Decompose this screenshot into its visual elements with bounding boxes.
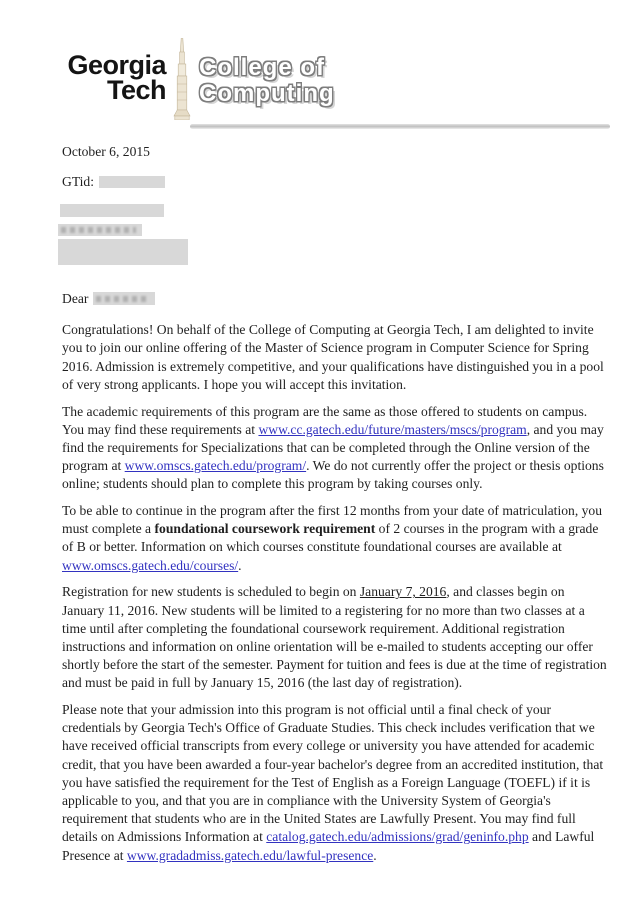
letterhead-divider [190, 124, 610, 129]
paragraph-foundational-coursework-text: of 2 courses in the program with a grade of B or better. Information on which courses constitute foundational courses are available at [62, 521, 599, 555]
link-omscs-program[interactable]: www.omscs.gatech.edu/program/ [124, 458, 307, 474]
paragraph-congratulations-text: Congratulations! On behalf of the College of Computing at Georgia Tech, I am delighted to invite you to join our online offering of the Master of Science program in Computer Science for Spring 2016. Admission is extremely competitive, and your qualifications have distinguished you in a pool of very strong applicants. I hope you will accept this invitation. [62, 322, 604, 392]
college-line-2: Computing [199, 80, 335, 107]
college-of-computing-text [199, 55, 335, 107]
paragraph-congratulations [62, 321, 609, 394]
salutation-name-redaction [93, 292, 155, 305]
paragraph-registration-text: , and classes begin on January 11, 2016. New students will be limited to a registering for no more than two classes at a time until after completing the foundational coursework requirement. Additional registration instructions and information on online orientation will be e-mailed to students accepting our offer shortly before the start of the semester. Payment for tuition and fees is due at the time of registration and must be paid in full by January 15, 2016 (the last day of registration). [62, 584, 607, 691]
letter-paragraphs [62, 321, 609, 865]
salutation-line [62, 290, 609, 308]
paragraph-admission-verification [62, 701, 609, 865]
georgia-tech-wordmark [60, 50, 166, 105]
city-state-zip-redaction [58, 239, 188, 265]
paragraph-academic-requirements-text: , and you may find the requirements for Specializations that can be completed through the Online version of the program at [62, 421, 604, 474]
paragraph-foundational-coursework [62, 502, 609, 575]
link-lawful-presence[interactable]: www.gradadmiss.gatech.edu/lawful-presence [126, 847, 374, 863]
letter-body [62, 290, 609, 873]
letter-date: October 6, 2015 [62, 144, 150, 159]
gtid-value-redaction [99, 176, 165, 188]
paragraph-registration-text: January 7, 2016 [359, 584, 447, 600]
paragraph-admission-verification-text: Please note that your admission into this program is not official until a final check of your credentials by Georgia Tech's Office of Graduate Studies. This check includes verification that we have received official transcripts from every college or university you have attended for academic credit, that you have been awarded a four-year bachelor's degree from an accredited institution, that you have satisfied the requirement for the Test of English as a Foreign Language (TOEFL) if it is applicable to you, and that you are in compliance with the University System of Georgia's requirement that students who are in the United States are Lawfully Present. You may find full details on Admissions Information at [62, 702, 604, 845]
college-line-1: College of [199, 54, 326, 81]
wordmark-georgia: Georgia [67, 50, 166, 80]
gtid-line [62, 174, 165, 190]
link-admissions-info[interactable]: catalog.gatech.edu/admissions/grad/geninfo.php [266, 829, 529, 845]
wordmark-tech: Tech [106, 75, 166, 105]
paragraph-academic-requirements [62, 403, 609, 494]
paragraph-registration [62, 583, 609, 692]
gtid-label: GTid: [62, 174, 94, 189]
paragraph-foundational-coursework-text: foundational coursework requirement [154, 521, 376, 537]
street-address-redaction [58, 224, 142, 236]
recipient-name-redaction [60, 204, 164, 217]
paragraph-admission-verification-text: . [373, 847, 377, 863]
link-mscs-program-requirements[interactable]: www.cc.gatech.edu/future/masters/mscs/program [258, 421, 527, 437]
paragraph-academic-requirements-text: The academic requirements of this program are the same as those offered to students on campus. You may find these requirements at [62, 403, 588, 437]
tech-tower-icon [170, 38, 194, 120]
paragraph-foundational-coursework-text: . [238, 557, 242, 573]
paragraph-admission-verification-text: and Lawful Presence at [62, 829, 595, 863]
paragraph-registration-text: Registration for new students is scheduled to begin on [62, 584, 360, 600]
link-omscs-courses[interactable]: www.omscs.gatech.edu/courses/ [62, 557, 239, 573]
paragraph-foundational-coursework-text: To be able to continue in the program after the first 12 months from your date of matriculation, you must complete a [62, 503, 603, 537]
georgia-tech-logo [60, 38, 335, 120]
salutation-prefix: Dear [62, 291, 89, 306]
paragraph-academic-requirements-text: . We do not currently offer the project or thesis options online; students should plan to complete this program by taking courses only. [62, 458, 604, 492]
